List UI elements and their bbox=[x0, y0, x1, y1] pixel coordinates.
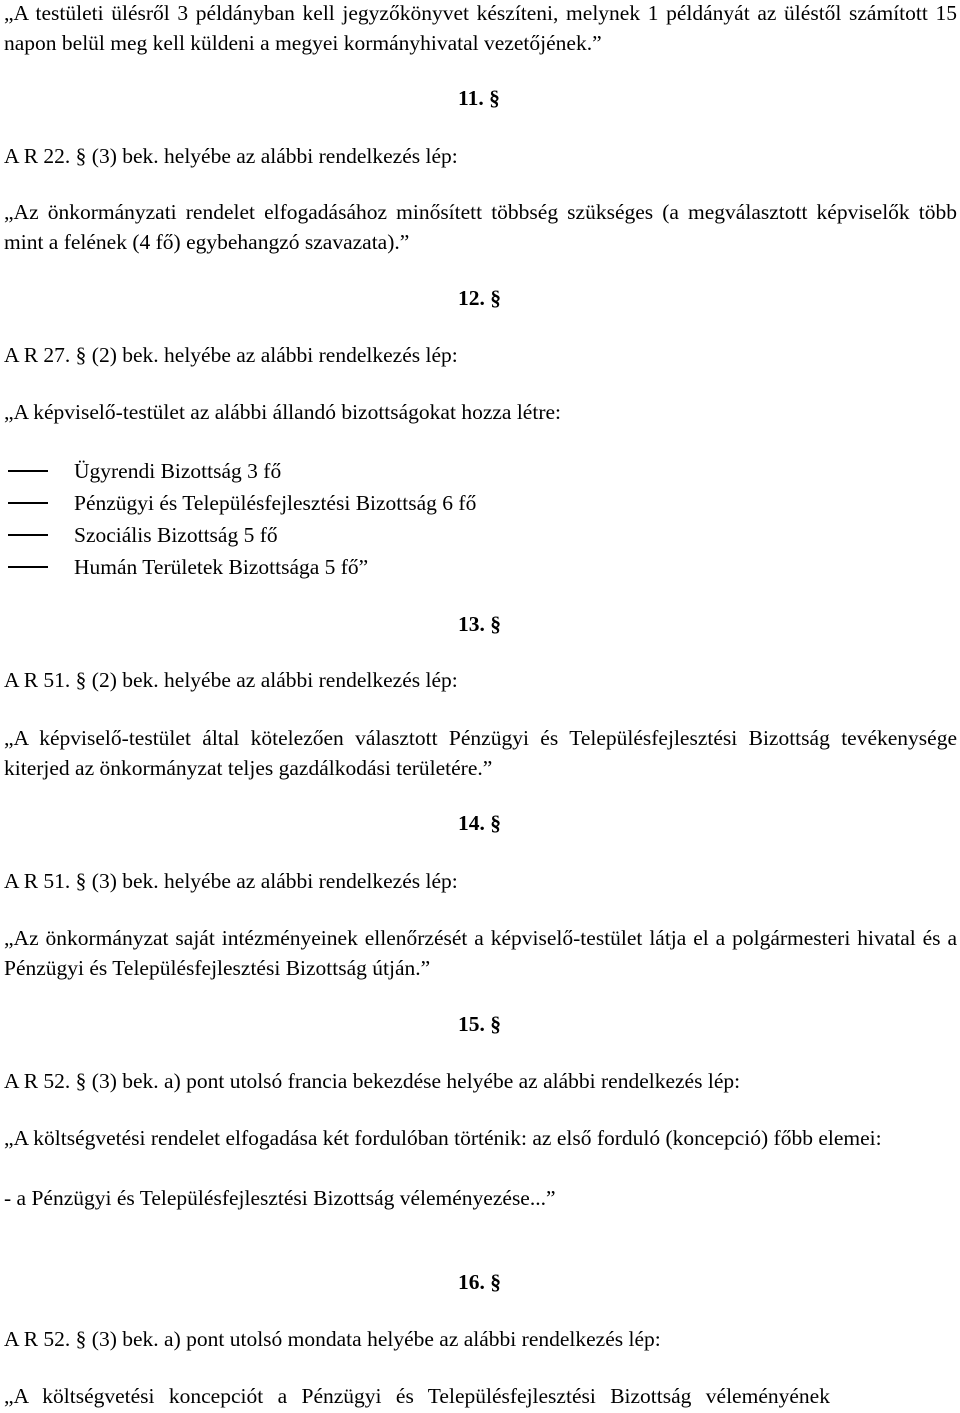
amendment-text: „A képviselő-testület által kötelezően választott Pénzügyi és Településfejlesztési Bizottság tevékenysége kiterjed az önkormányzat teljes gazdálkodási területére.” bbox=[4, 726, 957, 780]
committee-list bbox=[8, 455, 476, 583]
list-item bbox=[8, 519, 476, 551]
list-item bbox=[8, 487, 476, 519]
section-sign: § bbox=[490, 1270, 501, 1294]
section-number: 15. bbox=[458, 1012, 485, 1036]
section-number: 14. bbox=[458, 811, 485, 835]
section-heading-14 bbox=[458, 808, 501, 838]
list-item-label: Humán Területek Bizottsága 5 fő” bbox=[74, 555, 369, 579]
amendment-text: „Az önkormányzat saját intézményeinek ellenőrzését a képviselő-testület látja el a polgármesteri hivatal és a Pénzügyi és Településfejlesztési Bizottság útján.” bbox=[4, 926, 957, 980]
section-heading-15 bbox=[458, 1009, 501, 1039]
dash-bullet-icon bbox=[8, 566, 48, 568]
section-sign: § bbox=[490, 286, 501, 310]
section-heading-11 bbox=[458, 83, 500, 113]
list-item bbox=[8, 551, 476, 583]
section-sign: § bbox=[490, 1012, 501, 1036]
amendment-reference: A R 22. § (3) bek. helyébe az alábbi rendelkezés lép: bbox=[4, 144, 458, 168]
list-item-label: Szociális Bizottság 5 fő bbox=[74, 523, 278, 547]
section-number: 12. bbox=[458, 286, 485, 310]
section-heading-12 bbox=[458, 283, 501, 313]
amendment-reference: A R 27. § (2) bek. helyébe az alábbi rendelkezés lép: bbox=[4, 343, 458, 367]
dash-bullet-icon bbox=[8, 470, 48, 472]
list-item-label: Ügyrendi Bizottság 3 fő bbox=[74, 459, 282, 483]
section-sign: § bbox=[490, 811, 501, 835]
amendment-reference: A R 51. § (2) bek. helyébe az alábbi rendelkezés lép: bbox=[4, 668, 458, 692]
section-heading-16 bbox=[458, 1267, 501, 1297]
list-item bbox=[8, 455, 476, 487]
section-sign: § bbox=[489, 86, 500, 110]
dash-bullet-icon bbox=[8, 502, 48, 504]
paragraph-intro: „A testületi ülésről 3 példányban kell jegyzőkönyvet készíteni, melynek 1 példányát az üléstől számított 15 napon belül meg kell küldeni a megyei kormányhivatal vezetőjének.” bbox=[4, 1, 957, 55]
amendment-reference: A R 51. § (3) bek. helyébe az alábbi rendelkezés lép: bbox=[4, 869, 458, 893]
amendment-text-continued: - a Pénzügyi és Településfejlesztési Bizottság véleményezése...” bbox=[4, 1186, 556, 1210]
section-number: 16. bbox=[458, 1270, 485, 1294]
amendment-text: „A képviselő-testület az alábbi állandó bizottságokat hozza létre: bbox=[4, 400, 561, 424]
amendment-reference: A R 52. § (3) bek. a) pont utolsó mondata helyébe az alábbi rendelkezés lép: bbox=[4, 1327, 661, 1351]
section-heading-13 bbox=[458, 609, 501, 639]
dash-bullet-icon bbox=[8, 534, 48, 536]
amendment-text: „A költségvetési rendelet elfogadása két fordulóban történik: az első forduló (koncepció) főbb elemei: bbox=[4, 1126, 882, 1150]
list-item-label: Pénzügyi és Településfejlesztési Bizottság 6 fő bbox=[74, 491, 477, 515]
amendment-text: „A költségvetési koncepciót a Pénzügyi és Településfejlesztési Bizottság véleményének bbox=[4, 1384, 830, 1408]
amendment-reference: A R 52. § (3) bek. a) pont utolsó francia bekezdése helyébe az alábbi rendelkezés lép: bbox=[4, 1069, 741, 1093]
section-number: 11. bbox=[458, 86, 484, 110]
amendment-text: „Az önkormányzati rendelet elfogadásához minősített többség szükséges (a megválasztott képviselők több mint a felének (4 fő) egybehangzó szavazata).” bbox=[4, 200, 957, 254]
section-number: 13. bbox=[458, 612, 485, 636]
section-sign: § bbox=[490, 612, 501, 636]
